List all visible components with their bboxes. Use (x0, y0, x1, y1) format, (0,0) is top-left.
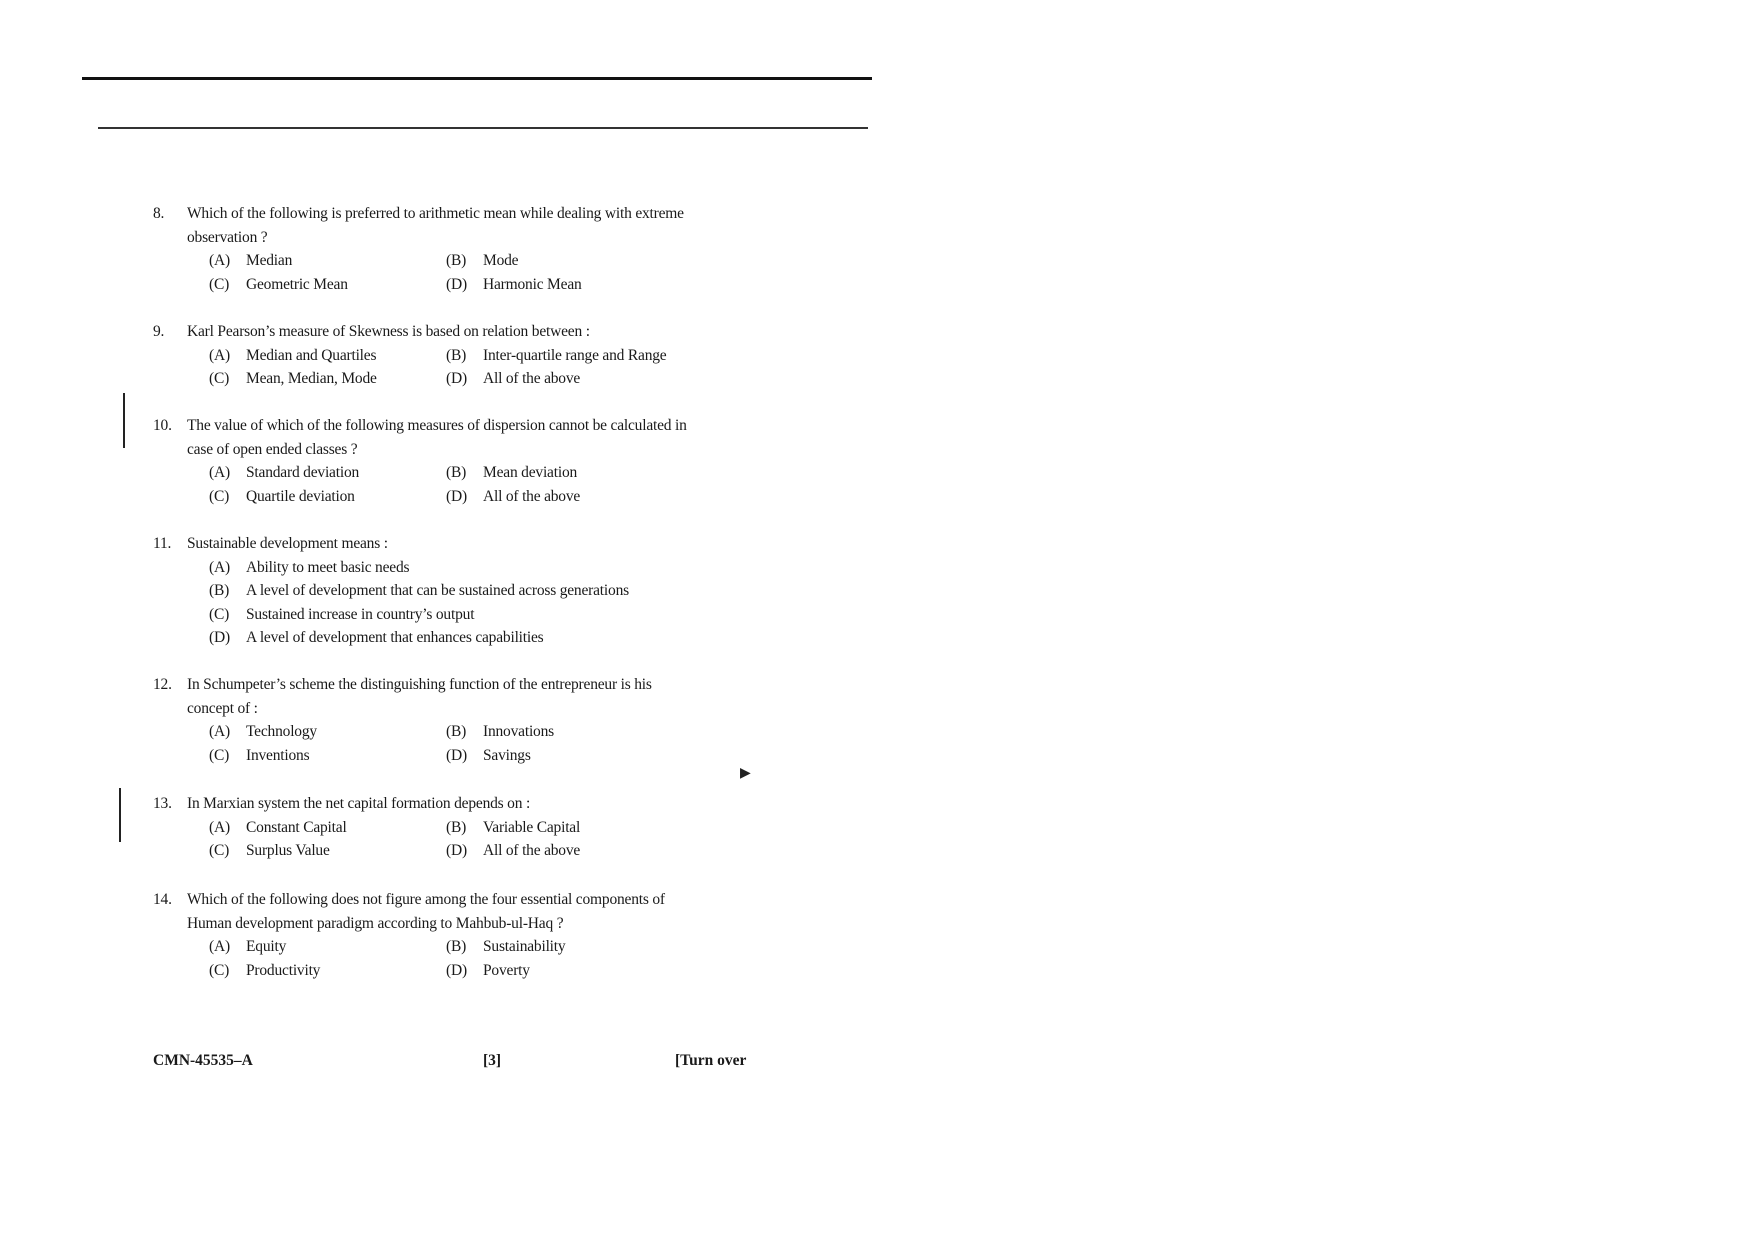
option-text: Equity (246, 938, 287, 955)
option-letter: (D) (446, 961, 467, 979)
option-b[interactable] (446, 816, 686, 840)
option-text: A level of development that enhances capabilities (246, 629, 544, 646)
option-c[interactable] (209, 367, 446, 391)
option-letter: (D) (446, 370, 467, 387)
options (209, 344, 693, 391)
option-text: Surplus Value (246, 842, 330, 859)
option-a[interactable] (209, 935, 446, 959)
question-text: The value of which of the following measures of dispersion cannot be calculated in case of open ended classes ? (187, 417, 687, 458)
question-text: Karl Pearson’s measure of Skewness is based on relation between : (187, 323, 590, 340)
option-letter: (D) (446, 842, 467, 859)
option-b[interactable] (446, 935, 686, 959)
question-number: 12. (153, 676, 172, 693)
option-b[interactable] (446, 249, 686, 273)
option-letter: (B) (446, 346, 467, 364)
option-text: Median (246, 252, 293, 269)
question-number: 9. (153, 323, 165, 340)
option-letter: (C) (209, 842, 230, 859)
option-text: Sustained increase in country’s output (246, 605, 475, 623)
question-10 (153, 414, 693, 508)
option-c[interactable] (209, 839, 446, 863)
option-letter: (D) (209, 629, 230, 646)
option-text: Sustainability (483, 938, 566, 955)
option-text: A level of development that can be sustained across generations (246, 582, 629, 599)
option-c[interactable] (209, 485, 446, 509)
options (209, 556, 693, 650)
top-rule (82, 77, 872, 80)
option-text: All of the above (483, 487, 581, 505)
question-number: 8. (153, 205, 165, 222)
question-text: Sustainable development means : (187, 535, 388, 552)
option-text: Innovations (483, 723, 554, 740)
header-rule (98, 127, 868, 129)
question-8 (153, 202, 693, 296)
question-text: Which of the following is preferred to arithmetic mean while dealing with extreme observation ? (187, 205, 684, 246)
options (209, 720, 693, 767)
question-14 (153, 888, 693, 982)
option-text: Poverty (483, 961, 530, 979)
option-text: Harmonic Mean (483, 275, 582, 293)
option-letter: (D) (446, 746, 467, 764)
option-letter: (A) (209, 346, 230, 364)
options (209, 935, 693, 982)
option-letter: (B) (446, 818, 467, 836)
option-d[interactable] (446, 367, 686, 391)
option-text: Geometric Mean (246, 275, 348, 293)
option-letter: (A) (209, 558, 230, 576)
question-text: Which of the following does not figure among the four essential components of Human development paradigm according to Mahbub-ul-Haq ? (187, 891, 665, 932)
option-d[interactable] (446, 959, 686, 983)
option-text: Mean deviation (483, 464, 578, 481)
option-letter: (A) (209, 723, 230, 740)
option-letter: (B) (446, 938, 467, 955)
margin-mark (119, 788, 121, 842)
page-number: [3] (483, 1052, 502, 1069)
option-text: Productivity (246, 961, 321, 979)
question-number: 13. (153, 795, 172, 812)
question-number: 11. (153, 535, 172, 552)
option-c[interactable] (209, 603, 689, 627)
option-letter: (B) (209, 582, 230, 599)
option-d[interactable] (446, 485, 686, 509)
option-text: All of the above (483, 842, 581, 859)
option-a[interactable] (209, 720, 446, 744)
option-letter: (C) (209, 275, 230, 293)
question-number: 10. (153, 417, 172, 434)
question-text: In Marxian system the net capital formation depends on : (187, 795, 531, 812)
question-text: In Schumpeter’s scheme the distinguishing function of the entrepreneur is his concept of : (187, 676, 652, 717)
question-12 (153, 673, 693, 767)
option-letter: (A) (209, 818, 230, 836)
option-text: Standard deviation (246, 464, 360, 481)
option-d[interactable] (446, 273, 686, 297)
option-text: Quartile deviation (246, 487, 355, 505)
option-text: Inter-quartile range and Range (483, 346, 667, 364)
option-text: Variable Capital (483, 818, 581, 836)
option-letter: (D) (446, 487, 467, 505)
option-letter: (B) (446, 723, 467, 740)
option-b[interactable] (446, 720, 686, 744)
option-text: Technology (246, 723, 317, 740)
option-c[interactable] (209, 273, 446, 297)
cursor-icon: ▶ (740, 766, 751, 781)
question-11 (153, 532, 693, 650)
margin-mark (123, 393, 125, 448)
options (209, 816, 693, 863)
question-number: 14. (153, 891, 172, 908)
paper-code: CMN-45535–A (153, 1052, 253, 1069)
option-b[interactable] (446, 344, 686, 368)
option-letter: (C) (209, 487, 230, 505)
option-b[interactable] (446, 461, 686, 485)
option-a[interactable] (209, 556, 689, 580)
option-letter: (C) (209, 961, 230, 979)
option-c[interactable] (209, 744, 446, 768)
option-a[interactable] (209, 249, 446, 273)
option-text: Median and Quartiles (246, 346, 377, 364)
option-letter: (D) (446, 275, 467, 293)
option-letter: (A) (209, 464, 230, 481)
option-a[interactable] (209, 344, 446, 368)
option-letter: (C) (209, 746, 230, 764)
question-9 (153, 320, 693, 391)
option-letter: (A) (209, 938, 230, 955)
option-a[interactable] (209, 816, 446, 840)
option-text: Mode (483, 252, 519, 269)
option-a[interactable] (209, 461, 446, 485)
option-d[interactable] (446, 839, 686, 863)
option-letter: (C) (209, 370, 230, 387)
option-text: Mean, Median, Mode (246, 370, 377, 387)
option-letter: (A) (209, 252, 230, 269)
option-text: All of the above (483, 370, 581, 387)
options (209, 249, 693, 296)
option-text: Ability to meet basic needs (246, 558, 410, 576)
option-text: Constant Capital (246, 818, 347, 836)
option-letter: (B) (446, 464, 467, 481)
option-letter: (C) (209, 605, 230, 623)
option-text: Inventions (246, 746, 310, 764)
options (209, 461, 693, 508)
turn-over-note: [Turn over (675, 1052, 747, 1069)
option-text: Savings (483, 746, 531, 764)
option-d[interactable] (446, 744, 686, 768)
option-d[interactable] (209, 626, 689, 650)
question-13 (153, 792, 693, 863)
option-c[interactable] (209, 959, 446, 983)
option-b[interactable] (209, 579, 689, 603)
option-letter: (B) (446, 252, 467, 269)
